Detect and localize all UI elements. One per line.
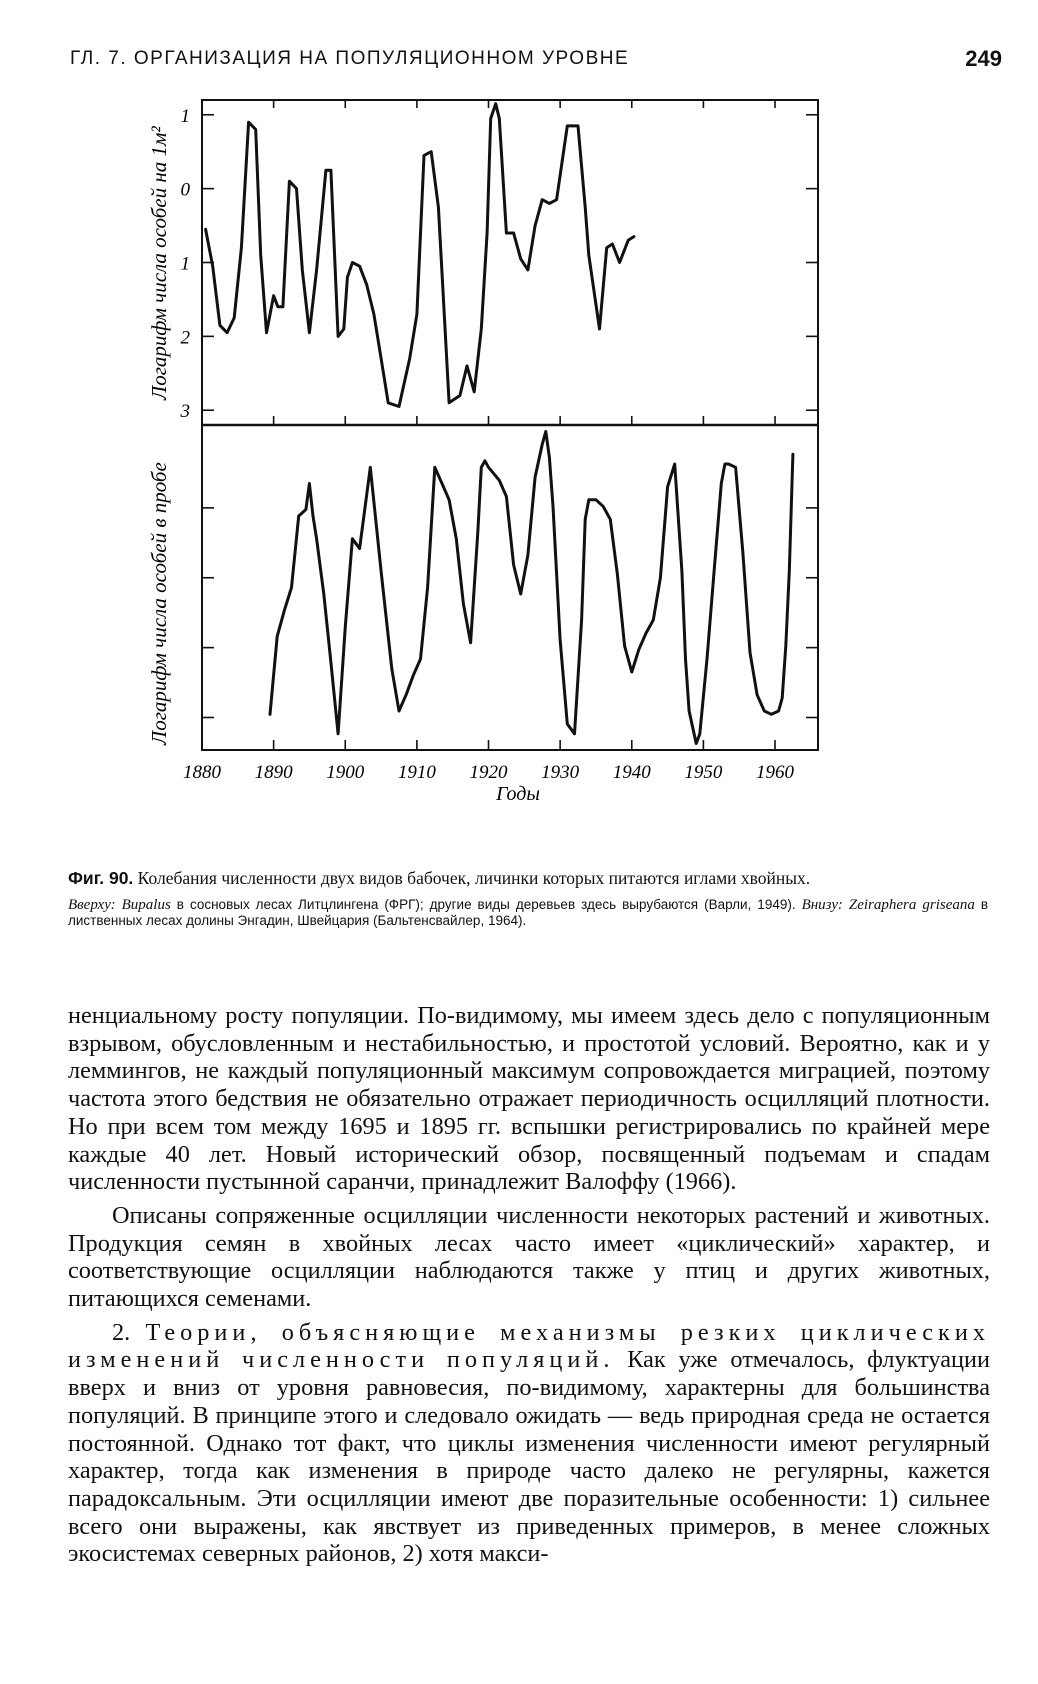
paragraph-1: ненциальному росту популяции. По-видимому, мы имеем здесь дело с популяционным взрывом, обусловленным и нестабильностью, и простотой условий. Вероятно, как и у леммингов, не каждый популяционный максимум сопровождается миграцией, поэтому частота этого бедствия не обязательно отражает периодичность осцилляций плотности. Но при всем том между 1695 и 1895 гг. вспышки регистрировались по крайней мере каждые 40 лет. Новый исторический обзор, посвященный подъемам и спадам численности пустынной саранчи, принадлежит Валоффу (1966). <box>68 1002 990 1196</box>
note-lower-label: Внизу: <box>795 897 843 913</box>
x-tick-label: 1940 <box>612 762 651 783</box>
x-tick-label: 1910 <box>397 762 436 783</box>
note-upper-text: в сосновых лесах Литцлингена (ФРГ); другие виды деревьев здесь вырубаются (Варли, 1949). <box>170 897 796 912</box>
note-upper-label: Вверху: <box>68 897 116 913</box>
zeiraphera-series-line <box>270 432 793 744</box>
note-lower-species: Zeiraphera griseana <box>842 897 975 913</box>
upper-y-tick-label: 1 <box>180 105 190 127</box>
upper-y-tick-label: 0 <box>180 179 190 201</box>
upper-y-tick-label: 1 <box>180 253 190 275</box>
x-tick-label: 1950 <box>684 762 723 783</box>
section-number: 2. <box>112 1318 131 1346</box>
x-tick-label: 1900 <box>326 762 365 783</box>
body-text <box>68 1002 990 1574</box>
figure-axes <box>202 100 818 750</box>
paragraph-2: Описаны сопряженные осцилляции численности некоторых растений и животных. Продукция семян в хвойных лесах часто имеет «циклический» характер, и соответствующие осцилляции наблюдаются также у птиц и других животных, питающихся семенами. <box>68 1201 990 1313</box>
caption-label: Фиг. 90. <box>68 868 134 888</box>
data-series <box>206 104 793 744</box>
caption-note <box>68 897 988 929</box>
x-tick-label: 1960 <box>756 762 795 783</box>
note-lower-text: в лиственных лесах долины Энгадин, Швейцария (Бальтенсвайлер, 1964). <box>68 897 989 928</box>
x-tick-label: 1920 <box>469 762 508 783</box>
caption-text: Колебания численности двух видов бабочек, личинки которых питаются иглами хвойных. <box>133 868 811 888</box>
running-head <box>70 44 1002 76</box>
x-axis-label: Годы <box>496 783 540 805</box>
x-tick-label: 1890 <box>254 762 293 783</box>
x-tick-label: 1930 <box>541 762 580 783</box>
paragraph-3 <box>68 1319 990 1568</box>
x-tick-label: 1880 <box>183 762 221 783</box>
section-heading-spaced: Теории, объясняющие механизмы резких циклических изменений численности популяций. <box>68 1318 991 1374</box>
upper-y-tick-label: 2 <box>180 327 190 349</box>
upper-ylabel: Логарифм числа особей на 1м² <box>147 126 171 400</box>
running-title: ГЛ. 7. ОРГАНИЗАЦИЯ НА ПОПУЛЯЦИОННОМ УРОВНЕ <box>70 48 630 69</box>
paragraph-3-text: Как уже отмечалось, флуктуации вверх и вниз от уровня равновесия, по-видимому, характерны для большинства популяций. В принципе этого и следовало ожидать — ведь природная среда не остается постоянной. Однако тот факт, что циклы изменения численности имеют регулярный характер, тогда как изменения в природе часто далеко не регулярны, кажется парадоксальным. Эти осцилляции имеют две поразительные особенности: 1) сильнее всего они выражены, как явствует из приведенных примеров, в менее сложных экосистемах северных районов, 2) хотя макси- <box>68 1346 990 1568</box>
figure-caption <box>68 868 988 929</box>
note-upper-species: Bupalus <box>115 897 171 913</box>
bupalus-series-line <box>206 104 634 407</box>
lower-ylabel: Логарифм числа особей в пробе <box>147 462 171 745</box>
figure-90 <box>147 100 840 810</box>
page-number: 249 <box>965 46 1002 71</box>
upper-y-tick-label: 3 <box>180 401 190 423</box>
